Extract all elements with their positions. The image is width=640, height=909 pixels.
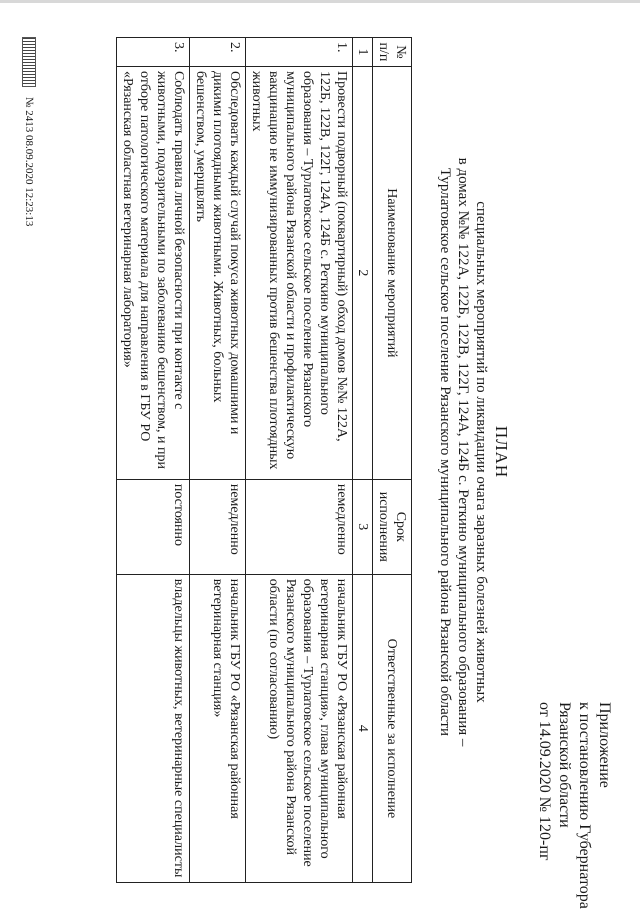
column-number: 4 bbox=[353, 574, 373, 882]
row-measure: Провести подворный (поквартирный) обход домов №№ 122А, 122Б, 122В, 122Г, 124А, 124Б с. Реткино муниципального образования – Турлатовское сельское поселение Рязанского муниципального района Рязанской области и профилактическую вакцинацию не иммунизированных против бешенства плотоядных животных bbox=[246, 66, 353, 479]
row-num: 1. bbox=[246, 38, 353, 67]
appendix-line-3: Рязанской области bbox=[556, 702, 573, 828]
measures-table bbox=[116, 37, 412, 883]
registration-number: № 2413 08.09.2020 12:23:13 bbox=[23, 97, 35, 227]
table-row bbox=[117, 38, 190, 883]
row-term: немедленно bbox=[246, 479, 353, 574]
barcode-stamp bbox=[22, 37, 36, 87]
column-number: 3 bbox=[353, 479, 373, 574]
table-row bbox=[246, 38, 353, 883]
header-term: Срок исполнения bbox=[373, 479, 412, 574]
column-number-row bbox=[353, 38, 373, 883]
row-term: немедленно bbox=[190, 479, 246, 574]
plan-subtitle-1: специальных мероприятий по ликвидации очага заразных болезней животных bbox=[473, 201, 489, 703]
appendix-line-1: Приложение bbox=[596, 702, 613, 788]
row-responsible: начальник ГБУ РО «Рязанская районная ветеринарная станция» bbox=[190, 574, 246, 882]
row-measure: Соблюдать правила личной безопасности при контакте с животными, подозрительными по заболеванию бешенством, и при отборе патологического материала для направления в ГБУ РО «Рязанская областная ветеринарная лаборатория» bbox=[117, 66, 190, 479]
column-number: 2 bbox=[353, 66, 373, 479]
row-num: 3. bbox=[117, 38, 190, 67]
plan-subtitle-2: в домах №№ 122А, 122Б, 122В, 122Г, 124А, 124Б с. Реткино муниципального образования – bbox=[455, 157, 471, 747]
appendix-line-4: от 14.09.2020 № 120-пг bbox=[536, 702, 553, 861]
row-term: постоянно bbox=[117, 479, 190, 574]
table-header-row bbox=[373, 38, 412, 883]
plan-heading bbox=[436, 72, 510, 832]
column-number: 1 bbox=[353, 38, 373, 67]
appendix-block bbox=[534, 702, 614, 909]
registration-footer bbox=[22, 37, 36, 226]
table-row bbox=[190, 38, 246, 883]
header-num: № п/п bbox=[373, 38, 412, 67]
plan-subtitle-3: Турлатовское сельское поселение Рязанского муниципального района Рязанской области bbox=[437, 167, 453, 736]
header-name: Наименование мероприятий bbox=[373, 66, 412, 479]
header-responsible: Ответственные за исполнение bbox=[373, 574, 412, 882]
row-measure: Обследовать каждый случай покуса животных домашними и дикими плотоядными животными. Животных, больных бешенством, умерщвлять bbox=[190, 66, 246, 479]
rotated-page bbox=[20, 12, 620, 909]
appendix-line-2: к постановлению Губернатора bbox=[576, 702, 593, 909]
plan-title: ПЛАН bbox=[492, 425, 511, 479]
row-num: 2. bbox=[190, 38, 246, 67]
row-responsible: начальник ГБУ РО «Рязанская районная ветеринарная станция», глава муниципального образования – Турлатовское сельское поселение Рязанского муниципального района Рязанской области (по согласованию) bbox=[246, 574, 353, 882]
row-responsible: владельцы животных, ветеринарные специалисты bbox=[117, 574, 190, 882]
scan-edge bbox=[0, 0, 640, 3]
